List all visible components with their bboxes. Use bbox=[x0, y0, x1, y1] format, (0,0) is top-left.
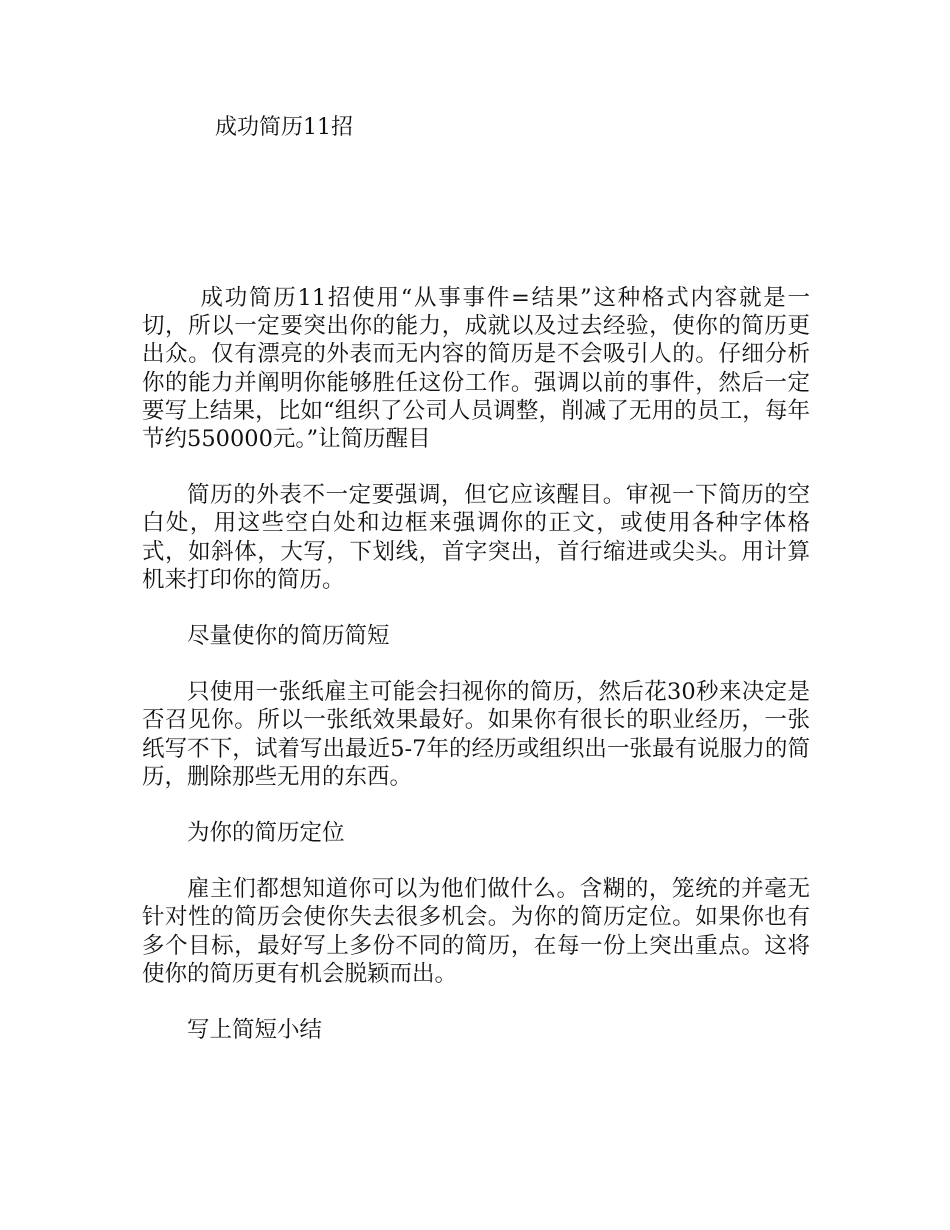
paragraph-one-page: 只使用一张纸雇主可能会扫视你的简历，然后花30秒来决定是否召见你。所以一张纸效果最好。如果你有很长的职业经历，一张纸写不下，试着写出最近5-7年的经历或组织出一张最有说服力的简历，删除那些无用的东西。 bbox=[142, 679, 810, 790]
section-heading-keep-short: 尽量使你的简历简短 bbox=[187, 623, 390, 650]
paragraph-appearance: 简历的外表不一定要强调，但它应该醒目。审视一下简历的空白处，用这些空白处和边框来强调你的正文，或使用各种字体格式，如斜体，大写，下划线，首字突出，首行缩进或尖头。用计算机来打印你的简历。 bbox=[142, 482, 810, 593]
section-heading-positioning: 为你的简历定位 bbox=[187, 820, 345, 847]
document-body bbox=[142, 284, 810, 1072]
paragraph-intro: 成功简历11招使用“从事事件=结果”这种格式内容就是一切，所以一定要突出你的能力，成就以及过去经验，使你的简历更出众。仅有漂亮的外表而无内容的简历是不会吸引人的。仔细分析你的能力并阐明你能够胜任这份工作。强调以前的事件，然后一定要写上结果，比如“组织了公司人员调整，削减了无用的员工，每年节约550000元。”让简历醒目 bbox=[142, 285, 810, 453]
section-heading-summary: 写上简短小结 bbox=[187, 1017, 323, 1044]
document-title: 成功简历11招 bbox=[215, 115, 353, 140]
paragraph-positioning: 雇主们都想知道你可以为他们做什么。含糊的，笼统的并毫无针对性的简历会使你失去很多机会。为你的简历定位。如果你也有多个目标，最好写上多份不同的简历，在每一份上突出重点。这将使你的简历更有机会脱颖而出。 bbox=[142, 876, 810, 987]
